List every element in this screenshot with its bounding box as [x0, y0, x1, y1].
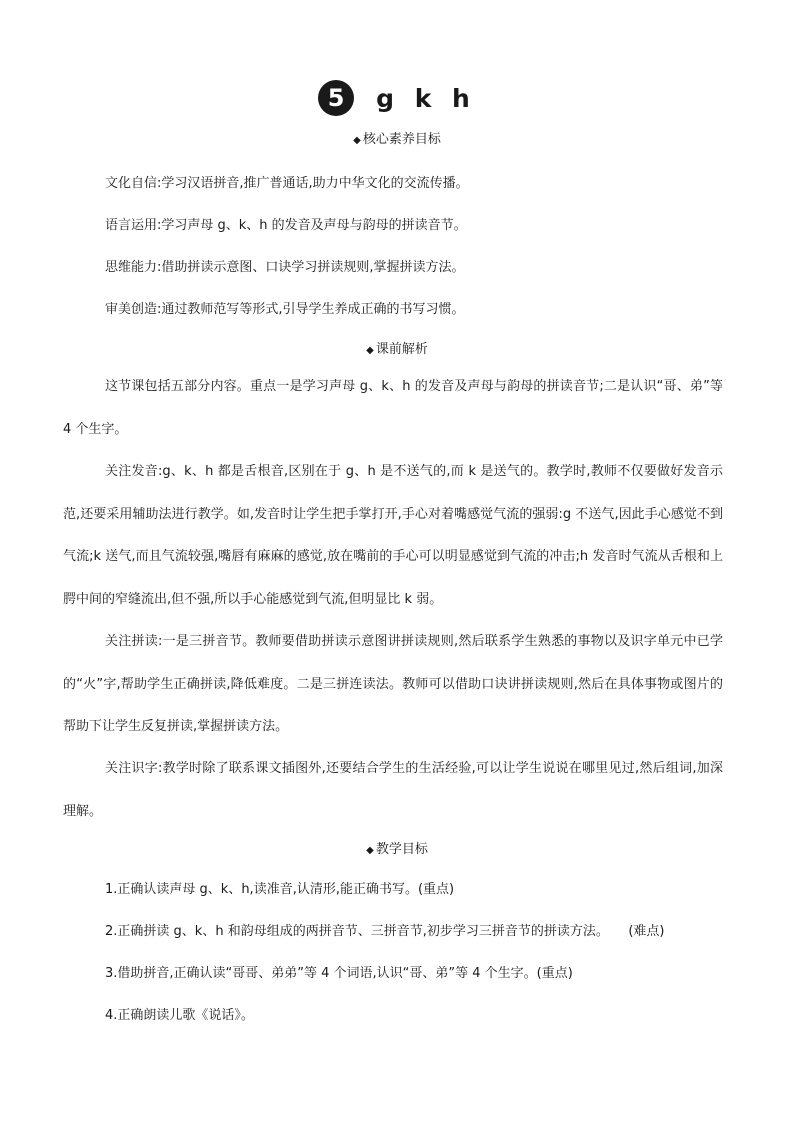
analysis-paragraph: 关注识字:教学时除了联系课文插图外,还要结合学生的生活经验,可以让学生说说在哪里见过,然后组词,加深理解。 — [63, 761, 723, 819]
lesson-header — [0, 80, 794, 116]
teaching-goal-item: 4.正确朗读儿歌《说话》。 — [105, 1008, 254, 1023]
diamond-icon: ◆ — [366, 345, 374, 356]
diamond-icon: ◆ — [353, 135, 361, 146]
section-heading-analysis: ◆ 课前解析 — [366, 342, 428, 357]
diamond-icon: ◆ — [366, 845, 374, 856]
analysis-paragraph: 关注发音:g、k、h 都是舌根音,区别在于 g、h 是不送气的,而 k 是送气的。教学时,教师不仅要做好发音示范,还要采用辅助法进行教学。如,发音时让学生把手掌打开,手心对着嘴感觉气流的强弱:g 不送气,因此手心感觉不到气流;k 送气,而且气流较强,嘴唇有麻麻的感觉,放在嘴前的手心可以明显感觉到气流的冲击;h 发音时气流从舌根和上腭中间的窄缝流出,但不强,所以手心能感觉到气流,但明显比 k 弱。 — [63, 464, 723, 607]
section-heading-teaching-goals: ◆ 教学目标 — [366, 842, 428, 857]
lesson-number-badge: 5 — [318, 80, 354, 116]
teaching-goal-item: 2.正确拼读 g、k、h 和韵母组成的两拼音节、三拼音节,初步学习三拼音节的拼读方法。 (难点) — [105, 924, 665, 939]
lesson-title: g k h — [376, 83, 476, 113]
section-heading-core-goals: ◆ 核心素养目标 — [353, 132, 441, 147]
core-goal-item: 语言运用:学习声母 g、k、h 的发音及声母与韵母的拼读音节。 — [105, 218, 467, 233]
core-goal-item: 审美创造:通过教师范写等形式,引导学生养成正确的书写习惯。 — [105, 302, 465, 317]
analysis-paragraph: 关注拼读:一是三拼音节。教师要借助拼读示意图讲拼读规则,然后联系学生熟悉的事物以及识字单元中已学的“火”字,帮助学生正确拼读,降低难度。二是三拼连读法。教师可以借助口诀讲拼读规则,然后在具体事物或图片的帮助下让学生反复拼读,掌握拼读方法。 — [63, 634, 723, 734]
core-goal-item: 文化自信:学习汉语拼音,推广普通话,助力中华文化的交流传播。 — [105, 176, 469, 191]
core-goal-item: 思维能力:借助拼读示意图、口诀学习拼读规则,掌握拼读方法。 — [105, 260, 465, 275]
teaching-goal-item: 3.借助拼音,正确认读“哥哥、弟弟”等 4 个词语,认识“哥、弟”等 4 个生字。(重点) — [105, 966, 573, 981]
analysis-paragraph: 这节课包括五部分内容。重点一是学习声母 g、k、h 的发音及声母与韵母的拼读音节;二是认识“哥、弟”等 4 个生字。 — [63, 379, 723, 437]
teaching-goal-item: 1.正确认读声母 g、k、h,读准音,认清形,能正确书写。(重点) — [105, 882, 455, 897]
